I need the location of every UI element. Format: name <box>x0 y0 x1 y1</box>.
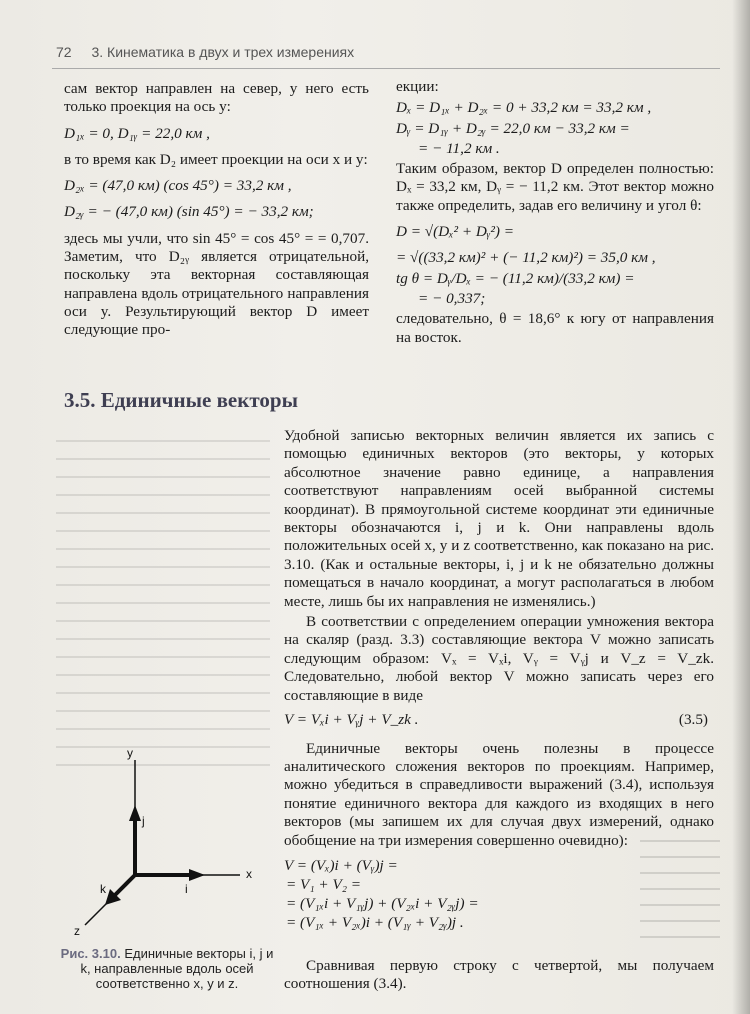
right-paragraph-3: следовательно, θ = 18,6° к югу от направления на восток. <box>396 310 714 346</box>
body-paragraph-1: Удобной записью векторных величин является их запись с помощью единичных векторов (это векторы, у которых абсолютное значение равно единице, а направления соответствуют направлениям осей выбранной системы координат). В прямоугольной системе координат эти единичные векторы обозначаются i, j и k. Они направлены вдоль положительных осей x, y и z соответственно, как показано на рис. 3.10. (Как и остальные векторы, i, j и k не обязательно должны помещаться в начало координат, а могут располагаться в любом месте, лишь бы их направления не изменялись.) <box>284 427 714 610</box>
right-equation-5: = √((33,2 км)² + (− 11,2 км)²) = 35,0 км , <box>396 249 656 267</box>
left-paragraph-3: здесь мы учли, что sin 45° = cos 45° = = 0,707. Заметим, что D₂ᵧ является отрицательной, поскольку эта векторная составляющая направлена вдоль отрицательного направления оси y. Результирующий вектор D имеет следующие про- <box>64 229 369 339</box>
right-paragraph-1: екции: <box>396 78 439 95</box>
right-equation-2: Dᵧ = D₁ᵧ + D₂ᵧ = 22,0 км − 33,2 км = <box>396 119 630 137</box>
left-equation-3: D₂ᵧ = − (47,0 км) (sin 45°) = − 33,2 км; <box>64 203 314 221</box>
equation-line-1: V = (Vₓ)i + (Vᵧ)j = <box>284 856 398 874</box>
k-label: k <box>100 882 106 896</box>
equation-line-2: = V₁ + V₂ = <box>286 875 362 893</box>
j-label: j <box>142 814 145 828</box>
equation-3-5-number: (3.5) <box>678 711 708 729</box>
equation-line-3: = (V₁ₓi + V₁ᵧj) + (V₂ₓi + V₂ᵧj) = <box>286 894 479 912</box>
body-paragraph-3: Единичные векторы очень полезны в процессе аналитического сложения векторов по проекциям. Например, можно убедиться в справедливости выражений (3.4), используя понятие единичного вектора для каждого из входящих в него векторов (мы запишем их для случая двух измерений, однако обобщение на три измерения совершенно очевидно): <box>284 739 714 849</box>
right-paragraph-2: Таким образом, вектор D определен полностью: Dₓ = 33,2 км, Dᵧ = − 11,2 км. Этот вектор можно также определить, задав его величину и угол θ: <box>396 160 714 214</box>
page-number: 72 <box>56 44 72 60</box>
caption-label: Рис. 3.10. <box>60 946 121 961</box>
left-paragraph-2: в то время как D₂ имеет проекции на оси x и y: <box>64 150 368 168</box>
body-paragraph-4: Сравнивая первую строку с четвертой, мы получаем соотношения (3.4). <box>284 957 714 993</box>
unit-vectors-figure <box>60 735 280 945</box>
right-equation-1: Dₓ = D₁ₓ + D₂ₓ = 0 + 33,2 км = 33,2 км , <box>396 99 652 117</box>
right-equation-3: = − 11,2 км . <box>418 139 500 157</box>
section-body <box>284 427 714 938</box>
left-paragraph-1: сам вектор направлен на север, у него есть только проекция на ось y: <box>64 80 369 116</box>
running-header <box>56 44 354 60</box>
header-rule <box>52 68 720 69</box>
figure-caption <box>60 946 274 991</box>
j-arrowhead <box>129 805 141 821</box>
right-equation-4: D = √(Dₓ² + Dᵧ²) = <box>396 223 515 241</box>
right-column <box>396 78 714 350</box>
z-label: z <box>74 924 80 938</box>
page-gutter-shadow <box>732 0 750 1014</box>
left-equation-1: D₁ₓ = 0, D₁ᵧ = 22,0 км , <box>64 124 210 142</box>
right-equation-7: = − 0,337; <box>418 289 486 307</box>
caption-text: Единичные векторы i, j и k, направленные вдоль осей соответственно x, y и z. <box>80 946 274 991</box>
equation-block <box>284 856 714 932</box>
right-equation-6: tg θ = Dᵧ/Dₓ = − (11,2 км)/(33,2 км) = <box>396 269 635 287</box>
section-title: 3.5. Единичные векторы <box>64 388 298 412</box>
y-label: y <box>127 746 133 760</box>
x-label: x <box>246 867 252 881</box>
i-label: i <box>185 882 188 896</box>
equation-3-5-body: V = Vₓi + Vᵧj + V_zk . <box>284 711 419 729</box>
bleed-through-text <box>56 440 270 780</box>
chapter-title: 3. Кинематика в двух и трех измерениях <box>91 44 355 60</box>
body-paragraph-2: В соответствии с определением операции умножения вектора на скаляр (разд. 3.3) составляющие вектора V можно записать следующим образом: Vₓ = Vₓi, Vᵧ = Vᵧj и V_z = V_zk. Следовательно, любой вектор V можно записать через его составляющие в виде <box>284 613 714 704</box>
equation-3-5 <box>284 711 714 729</box>
left-equation-2: D₂ₓ = (47,0 км) (cos 45°) = 33,2 км , <box>64 177 292 195</box>
i-arrowhead <box>189 869 205 881</box>
left-column <box>64 80 369 343</box>
equation-line-4: = (V₁ₓ + V₂ₓ)i + (V₁ᵧ + V₂ᵧ)j . <box>286 913 464 931</box>
